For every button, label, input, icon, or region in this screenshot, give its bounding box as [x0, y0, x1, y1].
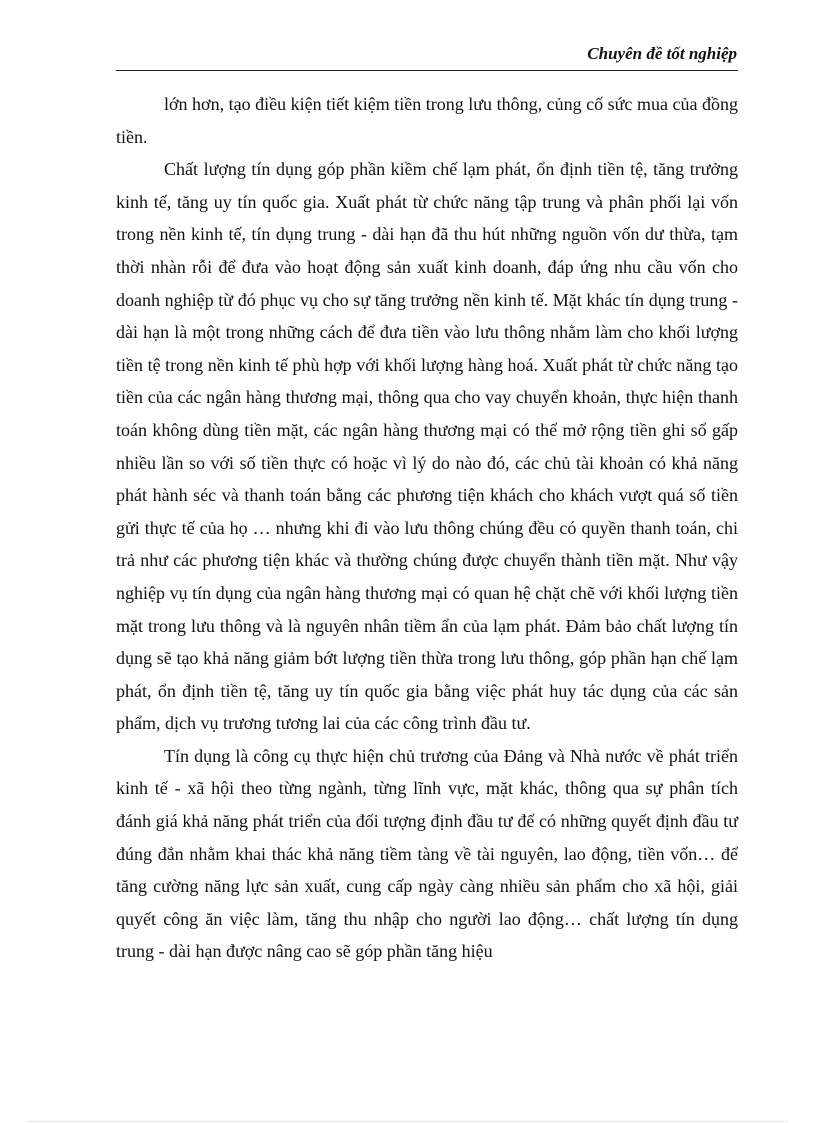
footer-divider — [28, 1121, 788, 1122]
document-body — [116, 88, 738, 968]
paragraph-credit-policy-tool: Tín dụng là công cụ thực hiện chủ trương của Đảng và Nhà nước về phát triển kinh tế - xã hội theo từng ngành, từng lĩnh vực, mặt khác, thông qua sự phân tích đánh giá khả năng phát triển của đối tượng định đầu tư để có những quyết định đầu tư đúng đắn nhằm khai thác khả năng tiềm tàng về tài nguyên, lao động, tiền vốn… để tăng cường năng lực sản xuất, cung cấp ngày càng nhiều sản phẩm cho xã hội, giải quyết công ăn việc làm, tăng thu nhập cho người lao động… chất lượng tín dụng trung - dài hạn được nâng cao sẽ góp phần tăng hiệu — [116, 745, 738, 962]
page-header-title: Chuyên đề tốt nghiệp — [587, 44, 737, 63]
paragraph-continuation: lớn hơn, tạo điều kiện tiết kiệm tiền trong lưu thông, củng cố sức mua của đồng tiền. — [116, 94, 738, 147]
header-divider — [116, 70, 738, 71]
paragraph-credit-quality-inflation: Chất lượng tín dụng góp phần kiềm chế lạm phát, ổn định tiền tệ, tăng trưởng kinh tế, tăng uy tín quốc gia. Xuất phát từ chức năng tập trung và phân phối lại vốn trong nền kinh tế, tín dụng trung - dài hạn đã thu hút những nguồn vốn dư thừa, tạm thời nhàn rỗi để đưa vào hoạt động sản xuất kinh doanh, đáp ứng nhu cầu vốn cho doanh nghiệp từ đó phục vụ cho sự tăng trưởng nền kinh tế. Mặt khác tín dụng trung - dài hạn là một trong những cách để đưa tiền vào lưu thông nhằm làm cho khối lượng tiền tệ trong nền kinh tế phù hợp với khối lượng hàng hoá. Xuất phát từ chức năng tạo tiền của các ngân hàng thương mại, thông qua cho vay chuyển khoản, thực hiện thanh toán không dùng tiền mặt, các ngân hàng thương mại có thể mở rộng tiền ghi sổ gấp nhiều lần so với số tiền thực có hoặc vì lý do nào đó, các chủ tài khoản có khả năng phát hành séc và thanh toán bằng các phương tiện khách cho khách vượt quá số tiền gửi thực tế của họ … nhưng khi đi vào lưu thông chúng đều có quyền thanh toán, chi trả như các phương tiện khác và thường chúng được chuyển thành tiền mặt. Như vậy nghiệp vụ tín dụng của ngân hàng thương mại có quan hệ chặt chẽ với khối lượng tiền mặt trong lưu thông và là nguyên nhân tiềm ẩn của lạm phát. Đảm bảo chất lượng tín dụng sẽ tạo khả năng giảm bớt lượng tiền thừa trong lưu thông, góp phần hạn chế lạm phát, ổn định tiền tệ, tăng uy tín quốc gia bằng việc phát huy tác dụng của các sản phẩm, dịch vụ trương tương lai của các công trình đầu tư. — [116, 159, 738, 734]
